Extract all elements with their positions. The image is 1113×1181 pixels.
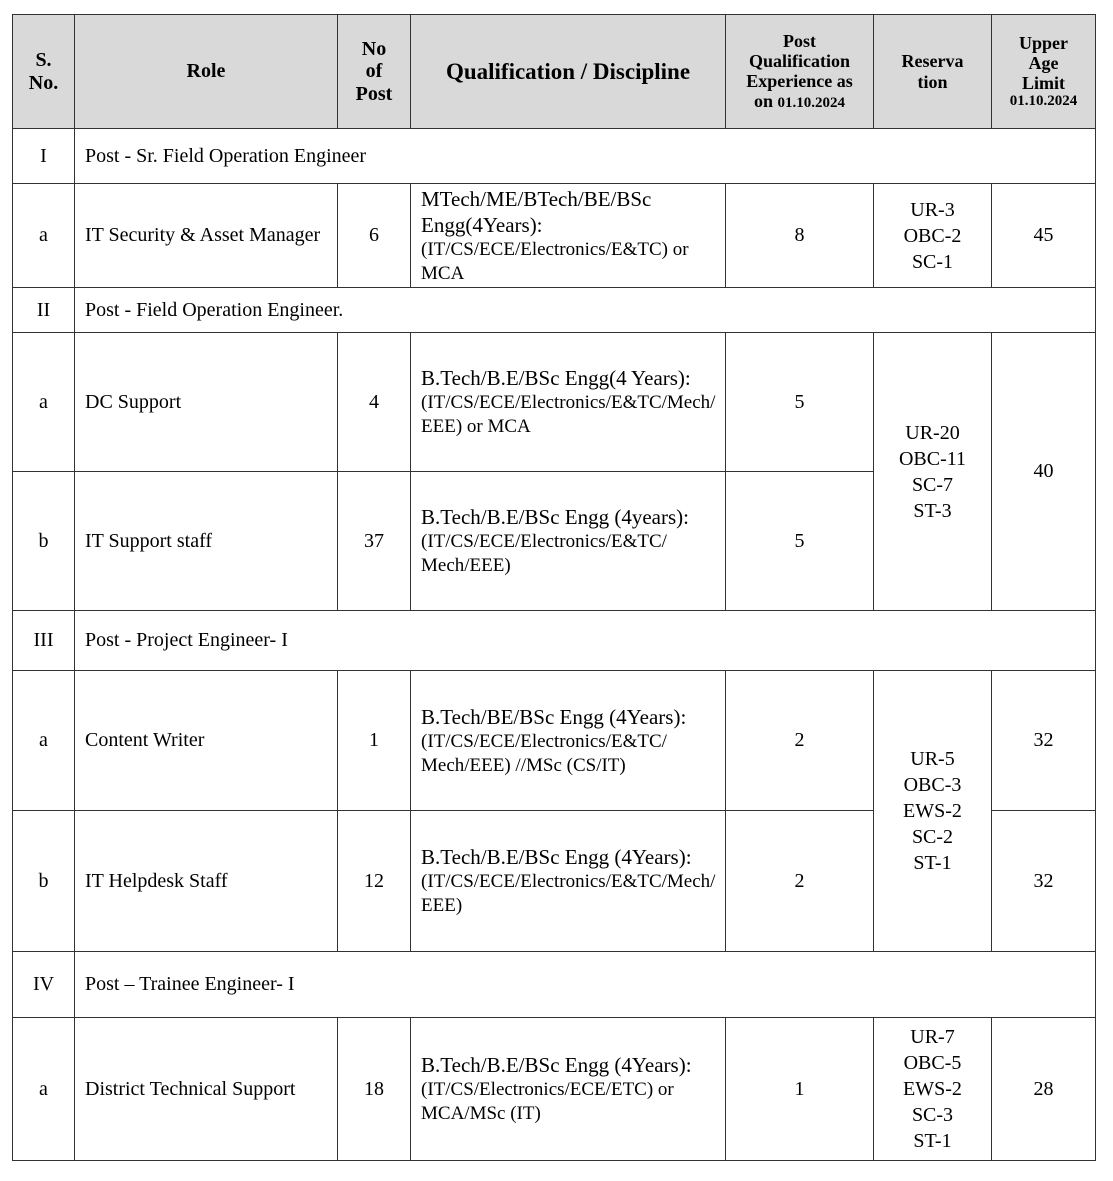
- table-row: [13, 1018, 1096, 1161]
- row-age-limit: 28: [992, 1018, 1096, 1161]
- table-row: [13, 333, 1096, 472]
- row-posts: 18: [338, 1018, 411, 1161]
- row-reservation: UR-5 OBC-3 EWS-2 SC-2 ST-1: [874, 671, 992, 952]
- header-row: [13, 15, 1096, 129]
- row-sno: a: [13, 671, 75, 811]
- row-reservation: UR-3 OBC-2 SC-1: [874, 184, 992, 288]
- header-no-of-post: No of Post: [338, 15, 411, 129]
- row-role: District Technical Support: [75, 1018, 338, 1161]
- row-sno: a: [13, 184, 75, 288]
- section-number: II: [13, 288, 75, 333]
- row-sno: b: [13, 472, 75, 611]
- row-posts: 37: [338, 472, 411, 611]
- header-sno: S. No.: [13, 15, 75, 129]
- row-age-limit: 45: [992, 184, 1096, 288]
- section-number: IV: [13, 952, 75, 1018]
- row-sno: a: [13, 1018, 75, 1161]
- row-experience: 2: [726, 811, 874, 952]
- row-qualification: B.Tech/BE/BSc Engg (4Years): (IT/CS/ECE/Electronics/E&TC/ Mech/EEE) //MSc (CS/IT): [411, 671, 726, 811]
- row-age-limit: 32: [992, 671, 1096, 811]
- row-experience: 1: [726, 1018, 874, 1161]
- section-title: Post - Project Engineer- I: [75, 611, 1096, 671]
- header-qualification: Qualification / Discipline: [411, 15, 726, 129]
- header-role: Role: [75, 15, 338, 129]
- section-row: [13, 952, 1096, 1018]
- row-reservation: UR-20 OBC-11 SC-7 ST-3: [874, 333, 992, 611]
- section-row: [13, 129, 1096, 184]
- row-qualification: B.Tech/B.E/BSc Engg(4 Years): (IT/CS/ECE/Electronics/E&TC/Mech/EEE) or MCA: [411, 333, 726, 472]
- row-role: IT Helpdesk Staff: [75, 811, 338, 952]
- row-qualification: B.Tech/B.E/BSc Engg (4years): (IT/CS/ECE/Electronics/E&TC/ Mech/EEE): [411, 472, 726, 611]
- row-age-limit: 40: [992, 333, 1096, 611]
- row-experience: 2: [726, 671, 874, 811]
- row-qualification: MTech/ME/BTech/BE/BSc Engg(4Years): (IT/CS/ECE/Electronics/E&TC) or MCA: [411, 184, 726, 288]
- recruitment-table: [12, 14, 1096, 1161]
- row-experience: 5: [726, 333, 874, 472]
- section-title: Post – Trainee Engineer- I: [75, 952, 1096, 1018]
- row-posts: 12: [338, 811, 411, 952]
- section-number: I: [13, 129, 75, 184]
- header-experience: Post Qualification Experience as on 01.10.2024: [726, 15, 874, 129]
- row-posts: 1: [338, 671, 411, 811]
- table-row: [13, 671, 1096, 811]
- section-title: Post - Field Operation Engineer.: [75, 288, 1096, 333]
- section-number: III: [13, 611, 75, 671]
- row-posts: 6: [338, 184, 411, 288]
- section-row: [13, 288, 1096, 333]
- table-row: [13, 184, 1096, 288]
- row-qualification: B.Tech/B.E/BSc Engg (4Years): (IT/CS/ECE/Electronics/E&TC/Mech/EEE): [411, 811, 726, 952]
- row-age-limit: 32: [992, 811, 1096, 952]
- section-row: [13, 611, 1096, 671]
- section-title: Post - Sr. Field Operation Engineer: [75, 129, 1096, 184]
- row-qualification: B.Tech/B.E/BSc Engg (4Years): (IT/CS/Electronics/ECE/ETC) or MCA/MSc (IT): [411, 1018, 726, 1161]
- row-role: IT Security & Asset Manager: [75, 184, 338, 288]
- header-reservation: Reserva tion: [874, 15, 992, 129]
- row-role: IT Support staff: [75, 472, 338, 611]
- row-sno: a: [13, 333, 75, 472]
- row-role: DC Support: [75, 333, 338, 472]
- row-role: Content Writer: [75, 671, 338, 811]
- row-experience: 8: [726, 184, 874, 288]
- row-posts: 4: [338, 333, 411, 472]
- header-age-limit: Upper Age Limit 01.10.2024: [992, 15, 1096, 129]
- row-sno: b: [13, 811, 75, 952]
- row-experience: 5: [726, 472, 874, 611]
- row-reservation: UR-7 OBC-5 EWS-2 SC-3 ST-1: [874, 1018, 992, 1161]
